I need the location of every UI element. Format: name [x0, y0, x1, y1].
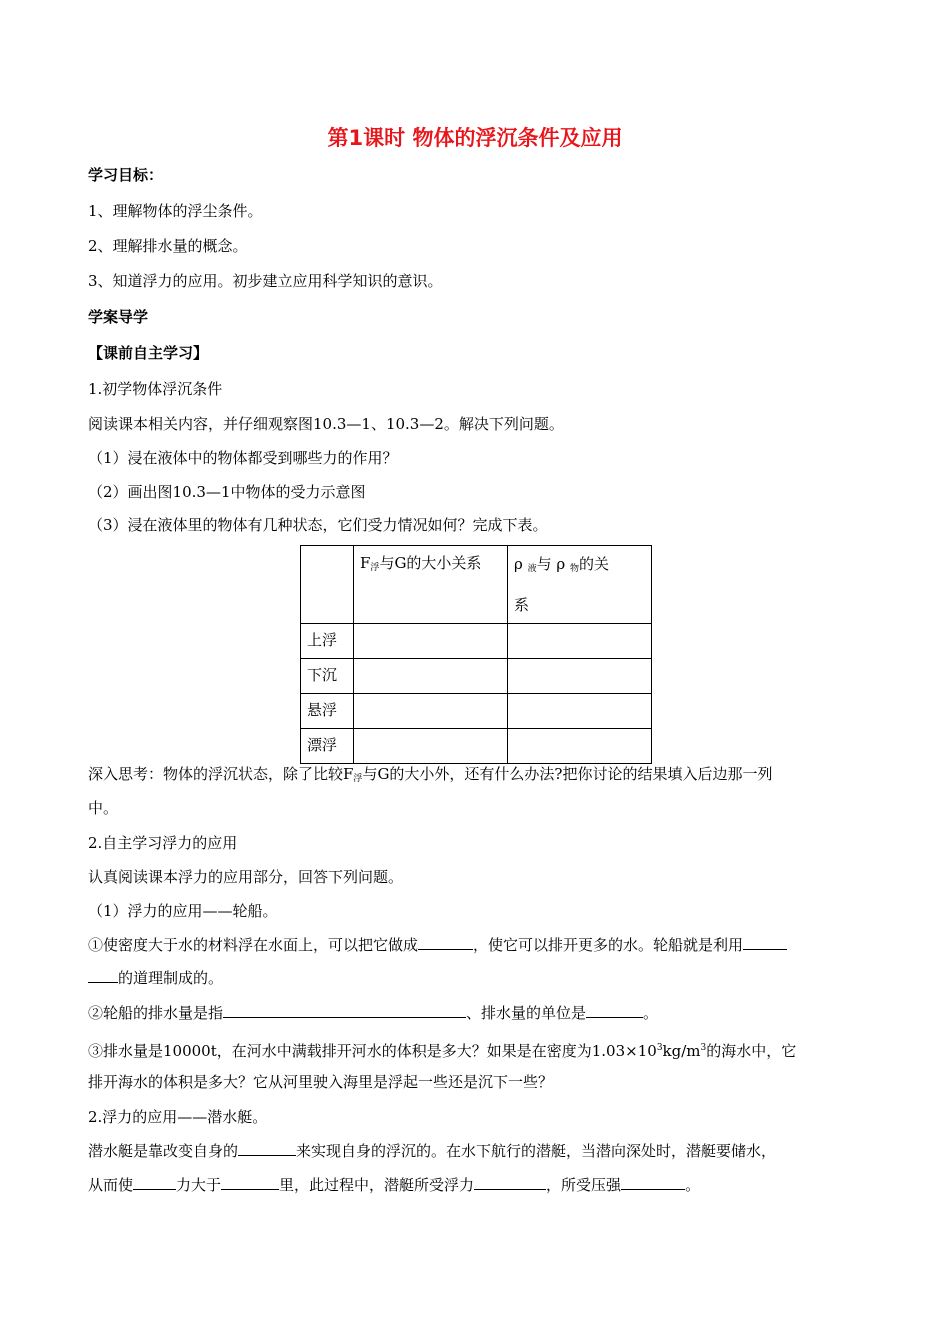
part2-heading: 2.自主学习浮力的应用	[88, 834, 238, 852]
page-title: 第1课时 物体的浮沉条件及应用	[327, 126, 623, 150]
table-corner-cell	[301, 546, 354, 624]
table-row-label: 悬浮	[301, 694, 354, 729]
objective-item: 2、理解排水量的概念。	[88, 237, 248, 255]
table-cell-blank[interactable]	[354, 659, 508, 694]
fill-blank[interactable]	[88, 968, 118, 983]
table-row-label: 漂浮	[301, 729, 354, 764]
fill-blank[interactable]	[743, 935, 787, 950]
guide-heading: 学案导学	[88, 308, 149, 326]
table-cell-blank[interactable]	[508, 624, 652, 659]
fill-blank[interactable]	[621, 1175, 685, 1190]
fill-blank[interactable]	[223, 1003, 466, 1018]
submarine-line-2: 从而使 力大于 里，此过程中，潜艇所受浮力 ，所受压强 。	[88, 1176, 701, 1194]
part3-heading: 2.浮力的应用——潜水艇。	[88, 1108, 268, 1126]
objective-item: 3、知道浮力的应用。初步建立应用科学知识的意识。	[88, 272, 443, 290]
table-row-label: 上浮	[301, 624, 354, 659]
table-cell-blank[interactable]	[508, 729, 652, 764]
ship-item-3: ③排水量是10000t，在河水中满载排开河水的体积是多大？如果是在密度为$1.03\times 10^3kg/m^3$的海水中，它	[88, 1042, 797, 1060]
fill-blank[interactable]	[133, 1175, 176, 1190]
think-prompt-wrap: 中。	[88, 799, 119, 817]
fill-blank[interactable]	[474, 1175, 546, 1190]
preclass-heading: 【课前自主学习】	[88, 344, 209, 362]
table-row-label: 下沉	[301, 659, 354, 694]
part2-subheading: （1）浮力的应用——轮船。	[88, 902, 278, 920]
ship-item-1: ①使密度大于水的材料浮在水面上，可以把它做成 ，使它可以排开更多的水。轮船就是利用	[88, 935, 787, 955]
table-cell-blank[interactable]	[354, 729, 508, 764]
table-cell-blank[interactable]	[354, 624, 508, 659]
part2-intro: 认真阅读课本浮力的应用部分，回答下列问题。	[88, 868, 404, 886]
fill-blank[interactable]	[586, 1003, 643, 1018]
ship-item-1-wrap: 的道理制成的。	[88, 968, 223, 988]
part1-heading: 1.初学物体浮沉条件	[88, 380, 223, 398]
ship-item-2: ②轮船的排水量是指 、排水量的单位是 。	[88, 1004, 659, 1022]
question-3: （3）浸在液体里的物体有几种状态，它们受力情况如何？完成下表。	[88, 516, 548, 534]
table-cell-blank[interactable]	[354, 694, 508, 729]
question-1: （1）浸在液体中的物体都受到哪些力的作用？	[88, 449, 398, 467]
fill-blank[interactable]	[418, 935, 473, 950]
table-cell-blank[interactable]	[508, 659, 652, 694]
objective-item: 1、理解物体的浮尘条件。	[88, 202, 263, 220]
objectives-heading: 学习目标：	[88, 166, 164, 184]
think-prompt: 深入思考：物体的浮沉状态，除了比较$F_浮$与G的大小外，还有什么办法?把你讨论的结果填入后边那一列	[88, 765, 773, 784]
ship-item-3-wrap: 排开海水的体积是多大？它从河里驶入海里是浮起一些还是沉下一些？	[88, 1073, 554, 1091]
float-sink-table	[300, 545, 652, 764]
part1-intro: 阅读课本相关内容，并仔细观察图10.3—1、10.3—2。解决下列问题。	[88, 415, 564, 433]
table-header-force: $F_浮$与G的大小关系	[354, 546, 508, 624]
submarine-line-1: 潜水艇是靠改变自身的 来实现自身的浮沉的。在水下航行的潜艇，当潜向深处时，潜艇要储水，	[88, 1142, 777, 1160]
fill-blank[interactable]	[221, 1175, 279, 1190]
table-cell-blank[interactable]	[508, 694, 652, 729]
question-2: （2）画出图10.3—1中物体的受力示意图	[88, 483, 366, 501]
table-header-density: ρ $_液$与 ρ $_物$的关 系	[508, 546, 652, 624]
fill-blank[interactable]	[238, 1141, 296, 1156]
